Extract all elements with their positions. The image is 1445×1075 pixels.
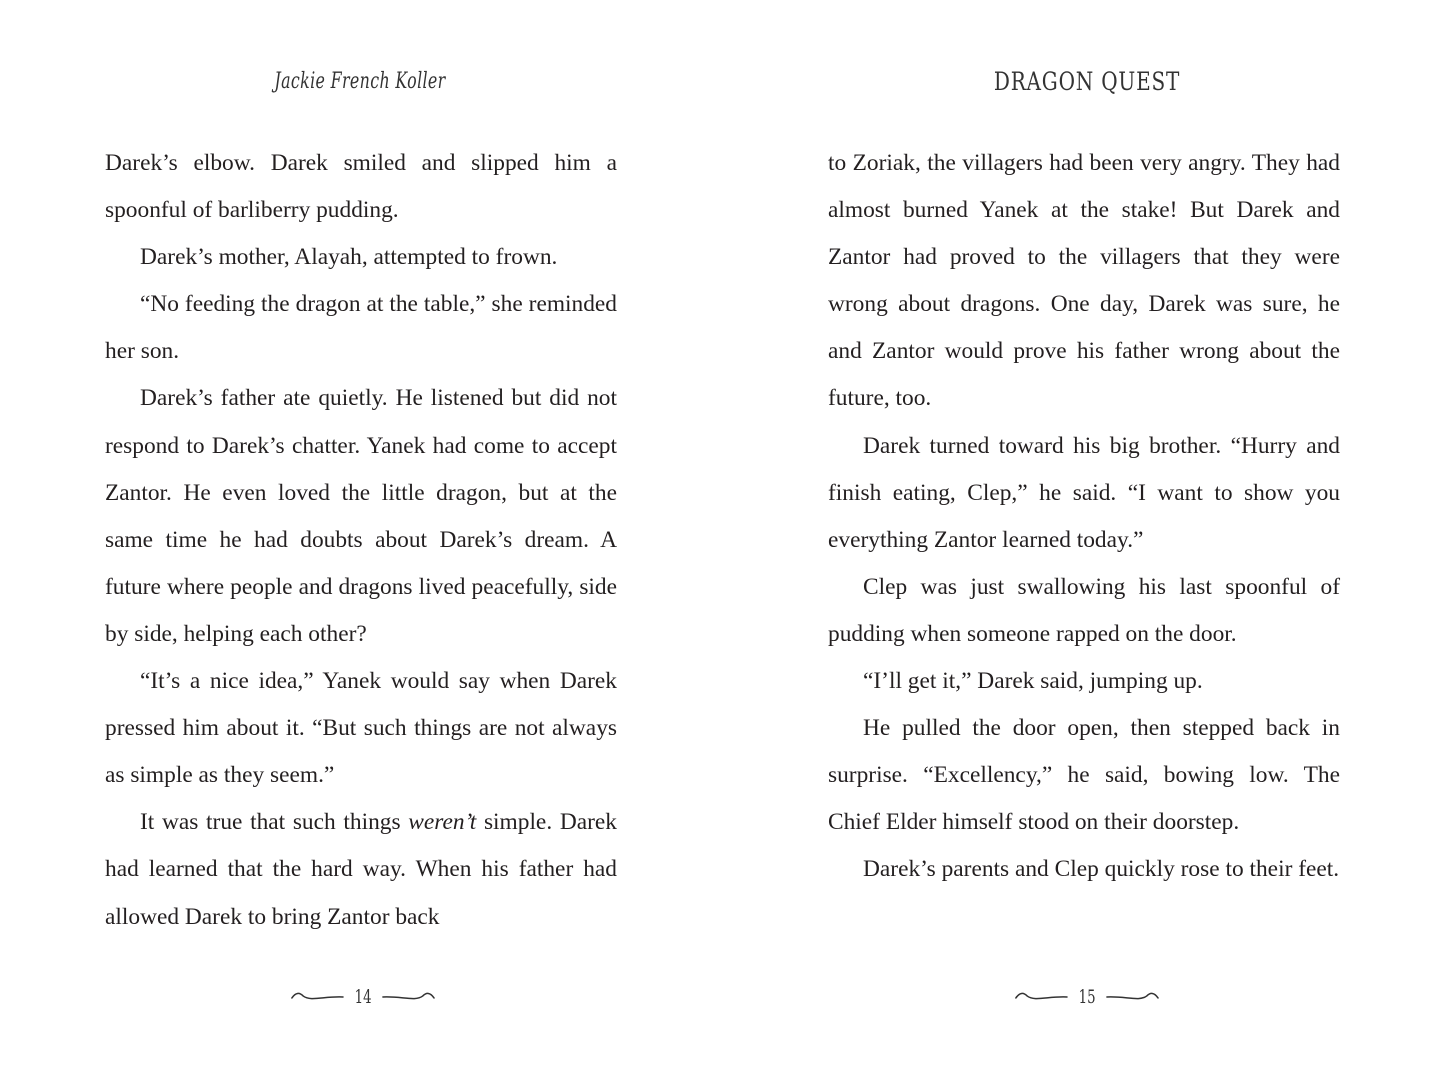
paragraph: to Zoriak, the villagers had been very angry. They had almost burned Yanek at the stake! But Darek and Zantor had proved to the villagers that they were wrong about dragons. One day, Darek was sure, he and Zantor would prove his father wrong about the future, too.: [828, 150, 1340, 412]
left-flourish-icon: [1014, 990, 1069, 1004]
page-number: 14: [354, 986, 372, 1008]
right-flourish-icon: [381, 990, 436, 1004]
title-running-head: DRAGON QUEST: [993, 67, 1181, 96]
right-page-body: [828, 140, 1340, 894]
right-flourish-icon: [1105, 990, 1160, 1004]
emphasized-word: weren’t: [408, 809, 477, 836]
left-flourish-icon: [290, 990, 345, 1004]
paragraph: Darek turned toward his big brother. “Hurry and finish eating, Clep,” he said. “I want to show you everything Zantor learned today.”: [828, 432, 1340, 553]
page-number-ornament: [1014, 982, 1160, 1012]
paragraph: “It’s a nice idea,” Yanek would say when Darek pressed him about it. “But such things are not always as simple as they seem.”: [105, 668, 617, 789]
paragraph: Darek’s father ate quietly. He listened but did not respond to Darek’s chatter. Yanek had come to accept Zantor. He even loved the little dragon, but at the same time he had doubts about Darek’s dream. A future where people and dragons lived peacefully, side by side, helping each other?: [105, 385, 617, 647]
paragraph: He pulled the door open, then stepped back in surprise. “Excellency,” he said, bowing low. The Chief Elder himself stood on their doorstep.: [828, 715, 1340, 836]
paragraph: “No feeding the dragon at the table,” she reminded her son.: [105, 291, 617, 365]
page-number: 15: [1078, 986, 1096, 1008]
paragraph: “I’ll get it,” Darek said, jumping up.: [863, 668, 1203, 695]
paragraph: Darek’s mother, Alayah, attempted to frown.: [140, 244, 558, 271]
left-page-body: [105, 140, 617, 941]
paragraph: [105, 799, 617, 940]
paragraph: Darek’s elbow. Darek smiled and slipped him a spoonful of barliberry pudding.: [105, 150, 617, 224]
author-running-head: Jackie French Koller: [274, 69, 446, 94]
paragraph-text: simple. Darek had learned that the hard way. When his father had allowed Darek to bring Zantor back: [105, 809, 617, 930]
right-page: [722, 0, 1445, 1075]
page-number-ornament: [290, 982, 436, 1012]
paragraph-text: It was true that such things: [140, 809, 409, 836]
paragraph: Darek’s parents and Clep quickly rose to their feet.: [863, 856, 1340, 883]
paragraph: Clep was just swallowing his last spoonful of pudding when someone rapped on the door.: [828, 573, 1340, 647]
left-page: [0, 0, 722, 1075]
